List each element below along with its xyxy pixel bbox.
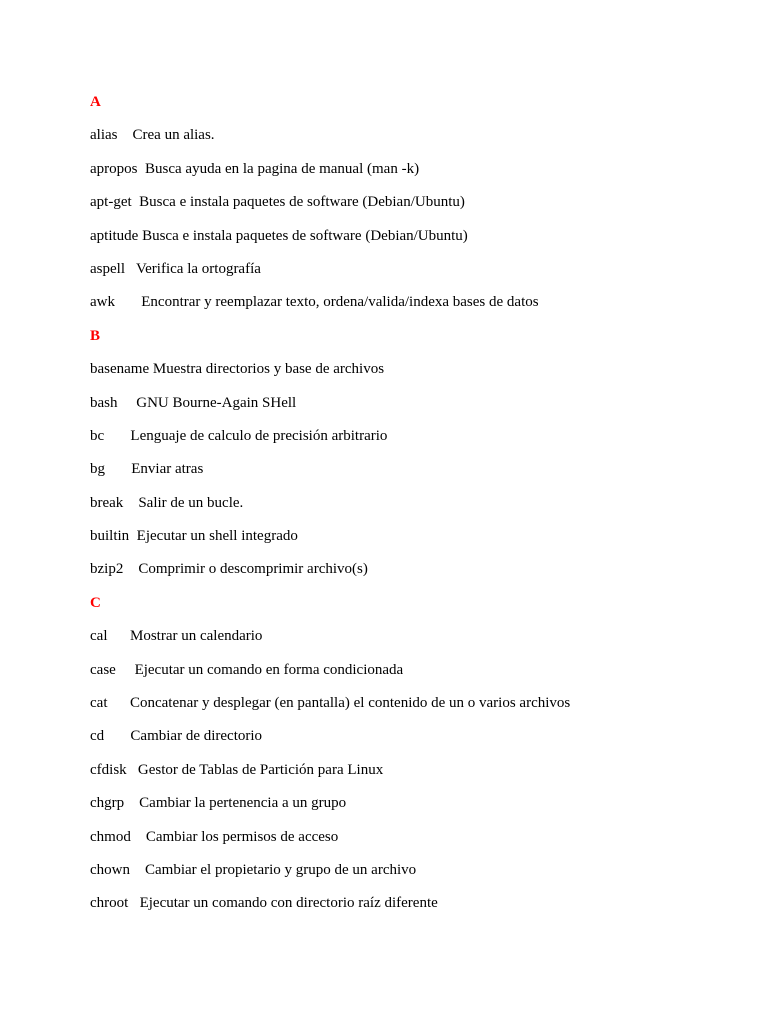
command-name: cat	[90, 695, 108, 712]
command-name: bash	[90, 394, 118, 411]
command-description: Muestra directorios y base de archivos	[152, 361, 385, 378]
command-entry	[90, 558, 730, 591]
command-description: Crea un alias.	[132, 127, 215, 144]
command-description: Cambiar de directorio	[130, 728, 263, 745]
section-heading-c: C	[90, 594, 101, 611]
command-entry	[90, 191, 730, 224]
command-name: basename	[90, 361, 150, 378]
command-entry	[90, 392, 730, 425]
command-entry	[90, 425, 730, 458]
command-name: apropos	[90, 160, 138, 177]
document-page	[90, 91, 730, 926]
command-entry	[90, 225, 730, 258]
command-description: Busca ayuda en la pagina de manual (man -k)	[145, 160, 420, 177]
command-name: cd	[90, 728, 105, 745]
command-name: aspell	[90, 260, 125, 277]
command-entry	[90, 158, 730, 191]
command-entry	[90, 759, 730, 792]
command-description: Cambiar el propietario y grupo de un archivo	[145, 861, 417, 878]
command-description: Busca e instala paquetes de software (Debian/Ubuntu)	[142, 227, 468, 244]
command-entry	[90, 792, 730, 825]
command-entry	[90, 659, 730, 692]
command-name: alias	[90, 127, 118, 144]
command-description: Cambiar los permisos de acceso	[145, 828, 339, 845]
command-description: Encontrar y reemplazar texto, ordena/valida/indexa bases de datos	[141, 294, 539, 311]
command-entry	[90, 859, 730, 892]
command-name: case	[90, 661, 116, 678]
command-entry	[90, 525, 730, 558]
command-description: Comprimir o descomprimir archivo(s)	[138, 561, 368, 578]
command-description: Ejecutar un comando en forma condicionada	[134, 661, 404, 678]
command-description: Verifica la ortografía	[135, 260, 261, 277]
command-description: Enviar atras	[131, 461, 204, 478]
command-entry	[90, 458, 730, 491]
command-entry	[90, 124, 730, 157]
command-name: cfdisk	[90, 761, 127, 778]
command-entry	[90, 625, 730, 658]
command-description: Lenguaje de calculo de precisión arbitrario	[130, 427, 388, 444]
command-entry	[90, 725, 730, 758]
command-name: bc	[90, 427, 105, 444]
command-entry	[90, 291, 730, 324]
command-description: Ejecutar un shell integrado	[136, 528, 298, 545]
command-name: apt-get	[90, 194, 132, 211]
command-name: aptitude	[90, 227, 139, 244]
section-heading-a: A	[90, 94, 101, 110]
command-name: bzip2	[90, 561, 124, 578]
command-description: Concatenar y desplegar (en pantalla) el contenido de un o varios archivos	[129, 695, 571, 712]
command-description: GNU Bourne-Again SHell	[136, 394, 297, 411]
command-description: Cambiar la pertenencia a un grupo	[139, 795, 347, 812]
command-description: Mostrar un calendario	[129, 628, 263, 645]
command-description: Ejecutar un comando con directorio raíz diferente	[139, 895, 438, 912]
command-name: chroot	[90, 895, 129, 912]
command-name: chmod	[90, 828, 131, 845]
command-name: awk	[90, 294, 115, 311]
command-description: Busca e instala paquetes de software (Debian/Ubuntu)	[139, 194, 465, 211]
command-entry	[90, 358, 730, 391]
command-name: break	[90, 494, 124, 511]
command-name: chgrp	[90, 795, 125, 812]
command-name: bg	[90, 461, 105, 478]
command-name: chown	[90, 861, 130, 878]
command-entry	[90, 892, 730, 925]
command-name: builtin	[90, 528, 130, 545]
command-description: Gestor de Tablas de Partición para Linux	[137, 761, 384, 778]
command-entry	[90, 492, 730, 525]
command-entry	[90, 692, 730, 725]
section-heading-b: B	[90, 327, 101, 344]
command-name: cal	[90, 628, 108, 645]
command-description: Salir de un bucle.	[138, 494, 244, 511]
command-entry	[90, 826, 730, 859]
command-entry	[90, 258, 730, 291]
